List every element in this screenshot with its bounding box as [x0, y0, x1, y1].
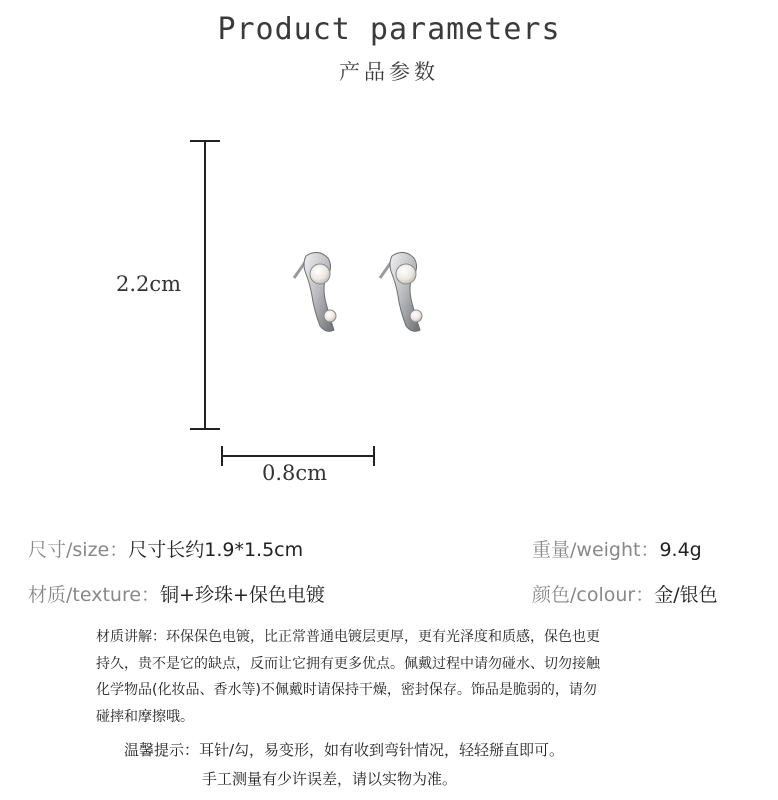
material-line-2: 持久，贵不是它的缺点，反而让它拥有更多优点。佩戴过程中请勿碰水、切勿接触 — [96, 655, 600, 672]
height-dimension-label: 2.2cm — [116, 272, 182, 296]
measurement-note: 手工测量有少许误差，请以实物为准。 — [202, 770, 458, 788]
page-title: Product parameters — [217, 12, 561, 47]
colour-value: 金/银色 — [654, 584, 718, 606]
size-label: 尺寸/size： — [28, 539, 129, 561]
texture-label: 材质/texture： — [28, 584, 161, 606]
material-description — [96, 624, 696, 730]
size-value: 尺寸长约1.9*1.5cm — [128, 539, 304, 561]
texture-value: 铜+珍珠+保色电镀 — [160, 584, 325, 606]
page-subtitle: 产品参数 — [339, 60, 439, 84]
colour-label: 颜色/colour： — [532, 584, 655, 606]
earring-left — [294, 252, 336, 331]
material-line-1: 材质讲解：环保保色电镀，比正常普通电镀层更厚，更有光泽度和质感，保色也更 — [96, 629, 600, 645]
texture-row — [28, 580, 325, 607]
material-line-4: 碰摔和摩擦哦。 — [96, 708, 194, 725]
weight-value: 9.4g — [659, 539, 702, 561]
weight-label: 重量/weight： — [532, 539, 660, 561]
size-row — [28, 535, 303, 562]
earring-right — [380, 252, 422, 331]
material-line-3: 化学物品(化妆品、香水等)不佩戴时请保持干燥，密封保存。饰品是脆弱的，请勿 — [96, 682, 597, 698]
earrings-image — [280, 240, 460, 350]
width-dimension-label: 0.8cm — [262, 461, 328, 485]
care-tip: 温馨提示：耳针/勾，易变形，如有收到弯针情况，轻轻掰直即可。 — [124, 741, 565, 759]
weight-row — [532, 535, 702, 562]
colour-row — [532, 580, 718, 607]
